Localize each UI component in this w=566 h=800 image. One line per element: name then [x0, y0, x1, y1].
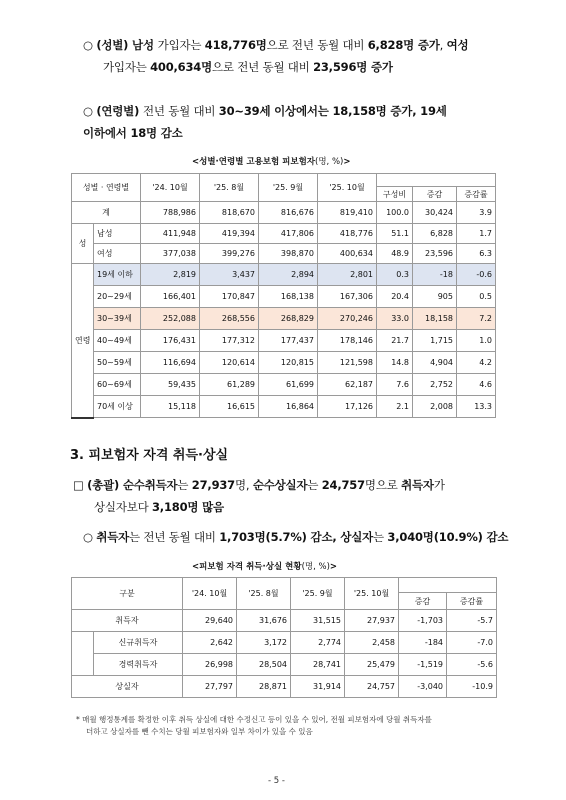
table-cell: 166,401 — [141, 286, 200, 308]
header-sub-cell: 증감 — [399, 593, 447, 610]
row-label: 40~49세 — [94, 330, 141, 352]
table-cell: 6,828 — [413, 224, 457, 244]
table-row — [72, 374, 496, 396]
table2-caption-end: > — [329, 562, 338, 572]
row-label: 50~59세 — [94, 352, 141, 374]
text-segment: 400,634명 — [150, 60, 212, 74]
text-segment: 명, — [234, 478, 253, 492]
table-cell: -5.6 — [447, 654, 497, 676]
table1-caption-unit: (명, %) — [315, 157, 344, 167]
text-segment: 는 — [177, 478, 192, 492]
text-segment: 취득자 — [96, 530, 130, 544]
table-cell: 177,312 — [200, 330, 259, 352]
header-sub-cell: 증감 — [413, 187, 457, 202]
table-cell: 13.3 — [457, 396, 496, 418]
text-segment: 27,937 — [191, 478, 235, 492]
table-row — [72, 396, 496, 418]
acquisition-loss-bullet — [83, 526, 508, 548]
table-cell: 24,757 — [345, 676, 399, 698]
table-cell: 121,598 — [318, 352, 377, 374]
row-label: 19세 이하 — [94, 264, 141, 286]
table-cell: 419,394 — [200, 224, 259, 244]
table-cell: 1,715 — [413, 330, 457, 352]
row-label: 여성 — [94, 244, 141, 264]
table-cell: 0.5 — [457, 286, 496, 308]
acquisition-loss-bullet-text — [96, 530, 508, 544]
header-period-cell: '25. 9월 — [291, 578, 345, 610]
table-cell: 2.1 — [377, 396, 413, 418]
table-cell: 268,829 — [259, 308, 318, 330]
table-cell: 2,774 — [291, 632, 345, 654]
table-cell: 116,694 — [141, 352, 200, 374]
row-label: 남성 — [94, 224, 141, 244]
table-cell: 61,699 — [259, 374, 318, 396]
table-cell: 4,904 — [413, 352, 457, 374]
header-cell — [399, 578, 497, 593]
text-segment: 전년 동월 대비 — [142, 104, 219, 118]
row-label: 70세 이상 — [94, 396, 141, 418]
table-cell: 28,741 — [291, 654, 345, 676]
table-cell: 3,172 — [237, 632, 291, 654]
table-cell: 411,948 — [141, 224, 200, 244]
text-segment: 취득자 — [401, 478, 434, 492]
text-segment: 가입자는 — [157, 38, 205, 52]
table-cell: 2,642 — [183, 632, 237, 654]
table-cell: 33.0 — [377, 308, 413, 330]
table-row — [72, 632, 497, 654]
table-row — [72, 202, 496, 224]
table-cell: 51.1 — [377, 224, 413, 244]
table-row — [72, 352, 496, 374]
table1-caption — [192, 155, 350, 167]
table-cell: 170,847 — [200, 286, 259, 308]
table-header-row — [72, 578, 497, 593]
table-cell: 23,596 — [413, 244, 457, 264]
table-row — [72, 244, 496, 264]
table-row — [72, 224, 496, 244]
table-row — [72, 286, 496, 308]
table-cell: 168,138 — [259, 286, 318, 308]
table-cell: 29,640 — [183, 610, 237, 632]
table2-caption — [192, 560, 337, 572]
table-cell: 2,894 — [259, 264, 318, 286]
insured-by-gender-age-table — [71, 173, 496, 419]
group-label: 성 — [72, 224, 94, 264]
table-cell: 1.7 — [457, 224, 496, 244]
header-period-cell: '25. 8월 — [200, 174, 259, 202]
text-segment: (총괄) 순수취득자 — [87, 478, 178, 492]
table-cell: -10.9 — [447, 676, 497, 698]
header-period-cell: '25. 10월 — [318, 174, 377, 202]
text-segment: 24,757 — [321, 478, 365, 492]
row-label: 상실자 — [72, 676, 183, 698]
table-cell: 418,776 — [318, 224, 377, 244]
table-row — [72, 654, 497, 676]
table-cell: 176,431 — [141, 330, 200, 352]
table-cell: -1,519 — [399, 654, 447, 676]
header-period-cell: '25. 9월 — [259, 174, 318, 202]
table-cell: 31,676 — [237, 610, 291, 632]
table-cell: -0.6 — [457, 264, 496, 286]
header-cell: 구분 — [72, 578, 183, 610]
text-segment: 순수상실자 — [252, 478, 308, 492]
table-cell: 31,914 — [291, 676, 345, 698]
age-bullet-text2 — [83, 126, 183, 140]
age-bullet-line1 — [83, 100, 447, 122]
table1-caption-title: <성별·연령별 고용보험 피보험자 — [192, 157, 316, 167]
table-cell: 4.6 — [457, 374, 496, 396]
table-cell: 100.0 — [377, 202, 413, 224]
table-cell: 905 — [413, 286, 457, 308]
table-cell: 3.9 — [457, 202, 496, 224]
row-label: 신규취득자 — [94, 632, 183, 654]
table-cell: -3,040 — [399, 676, 447, 698]
table-cell: 377,038 — [141, 244, 200, 264]
summary-bullet-line2 — [94, 496, 224, 518]
group-label: 연령 — [72, 264, 94, 418]
age-bullet-text1 — [96, 104, 446, 118]
text-segment: 30~39세 이상에서는 18,158명 증가, 19세 — [218, 104, 447, 118]
text-segment: (연령별) — [96, 104, 143, 118]
text-segment: 으로 전년 동월 대비 — [211, 60, 314, 74]
text-segment: 으로 전년 동월 대비 — [266, 38, 368, 52]
table-cell: 120,614 — [200, 352, 259, 374]
text-segment: 상실자보다 — [94, 500, 152, 514]
table-cell: 120,815 — [259, 352, 318, 374]
text-segment: 이하에서 18명 감소 — [83, 126, 183, 140]
text-segment: 는 — [373, 530, 388, 544]
table-cell: 25,479 — [345, 654, 399, 676]
indent-spacer — [72, 632, 94, 676]
header-cell: 성별 · 연령별 — [72, 174, 141, 202]
text-segment: (성별) 남성 — [96, 38, 158, 52]
table-cell: 252,088 — [141, 308, 200, 330]
text-segment: 1,703명(5.7%) 감소, 상실자 — [219, 530, 374, 544]
bullet-marker: ○ — [83, 38, 93, 52]
summary-bullet-text2 — [94, 500, 224, 514]
table2-caption-title: <피보험 자격 취득·상실 현황 — [192, 562, 302, 572]
bullet-marker: ○ — [83, 530, 93, 544]
summary-bullet-line1 — [73, 474, 445, 496]
header-period-cell: '25. 8월 — [237, 578, 291, 610]
acquisition-loss-table — [71, 577, 497, 698]
table-cell: 15,118 — [141, 396, 200, 418]
table-cell: 816,676 — [259, 202, 318, 224]
text-segment: 23,596명 증가 — [313, 60, 393, 74]
table2-caption-unit: (명, %) — [301, 562, 330, 572]
summary-bullet-text1 — [87, 478, 445, 492]
table-cell: 178,146 — [318, 330, 377, 352]
text-segment: 명으로 — [364, 478, 402, 492]
table-cell: -7.0 — [447, 632, 497, 654]
text-segment: 418,776명 — [204, 38, 267, 52]
page-number: - 5 - — [268, 776, 285, 786]
header-period-cell: '25. 10월 — [345, 578, 399, 610]
table1-caption-end: > — [343, 157, 351, 167]
table-cell: 61,289 — [200, 374, 259, 396]
table-cell: 26,998 — [183, 654, 237, 676]
table-cell: 28,871 — [237, 676, 291, 698]
table-cell: 818,670 — [200, 202, 259, 224]
table-cell: 268,556 — [200, 308, 259, 330]
table-cell: -5.7 — [447, 610, 497, 632]
table-row — [72, 330, 496, 352]
bullet-marker: ○ — [83, 104, 93, 118]
row-label: 계 — [72, 202, 141, 224]
table-cell: 2,458 — [345, 632, 399, 654]
footnote-line2: 더하고 상실자를 뺀 수치는 당월 피보험자와 일부 차이가 있을 수 있음 — [86, 727, 313, 736]
text-segment: 가 — [433, 478, 445, 492]
table-cell: 4.2 — [457, 352, 496, 374]
table-cell: -184 — [399, 632, 447, 654]
table-cell: 48.9 — [377, 244, 413, 264]
table-cell: 2,819 — [141, 264, 200, 286]
table-cell: -1,703 — [399, 610, 447, 632]
table-cell: 16,615 — [200, 396, 259, 418]
table-cell: 59,435 — [141, 374, 200, 396]
table-cell: 788,986 — [141, 202, 200, 224]
row-label: 60~69세 — [94, 374, 141, 396]
table-cell: 27,797 — [183, 676, 237, 698]
table-cell: 7.6 — [377, 374, 413, 396]
table-cell: 20.4 — [377, 286, 413, 308]
text-segment: 6,828명 증가 — [367, 38, 440, 52]
table-cell: 398,870 — [259, 244, 318, 264]
table-cell: -18 — [413, 264, 457, 286]
table-cell: 14.8 — [377, 352, 413, 374]
table-cell: 1.0 — [457, 330, 496, 352]
row-label: 30~39세 — [94, 308, 141, 330]
gender-bullet-line1 — [83, 34, 468, 56]
table-cell: 31,515 — [291, 610, 345, 632]
table-cell: 270,246 — [318, 308, 377, 330]
table-cell: 177,437 — [259, 330, 318, 352]
row-label: 취득자 — [72, 610, 183, 632]
table-cell: 417,806 — [259, 224, 318, 244]
table-row — [72, 264, 496, 286]
age-bullet-line2 — [83, 122, 183, 144]
table-cell: 2,801 — [318, 264, 377, 286]
header-period-cell: '24. 10월 — [183, 578, 237, 610]
table-cell: 7.2 — [457, 308, 496, 330]
table-cell: 62,187 — [318, 374, 377, 396]
text-segment: 3,040명(10.9%) 감소 — [387, 530, 509, 544]
table-row — [72, 610, 497, 632]
table-cell: 6.3 — [457, 244, 496, 264]
header-period-cell: '24. 10월 — [141, 174, 200, 202]
table-row — [72, 676, 497, 698]
table-cell: 0.3 — [377, 264, 413, 286]
gender-bullet-text2 — [103, 60, 393, 74]
text-segment: 가입자는 — [103, 60, 151, 74]
header-sub-cell: 증감률 — [457, 187, 496, 202]
table-cell: 17,126 — [318, 396, 377, 418]
footnote-line1: * 매월 행정통계를 확정한 이후 취득 상실에 대한 수정신고 등이 있을 수 있어, 전월 피보험자에 당월 취득자를 — [76, 715, 432, 724]
table-header-row — [72, 174, 496, 187]
header-cell — [377, 174, 496, 187]
table-cell: 3,437 — [200, 264, 259, 286]
text-segment: 는 — [307, 478, 322, 492]
table-cell: 167,306 — [318, 286, 377, 308]
table-cell: 27,937 — [345, 610, 399, 632]
row-label: 경력취득자 — [94, 654, 183, 676]
header-sub-cell: 증감률 — [447, 593, 497, 610]
table-cell: 16,864 — [259, 396, 318, 418]
table-cell: 2,752 — [413, 374, 457, 396]
table-cell: 30,424 — [413, 202, 457, 224]
table-cell: 28,504 — [237, 654, 291, 676]
text-segment: 여성 — [446, 38, 469, 52]
section-title: 3. 피보험자 자격 취득·상실 — [70, 448, 229, 463]
text-segment: , — [439, 38, 447, 52]
text-segment: 3,180명 많음 — [152, 500, 224, 514]
row-label: 20~29세 — [94, 286, 141, 308]
table-row — [72, 308, 496, 330]
table-cell: 21.7 — [377, 330, 413, 352]
text-segment: 는 전년 동월 대비 — [129, 530, 220, 544]
gender-bullet-line2 — [103, 56, 393, 78]
table-cell: 819,410 — [318, 202, 377, 224]
square-bullet-marker: □ — [73, 478, 84, 492]
gender-bullet-text1 — [96, 38, 468, 52]
table-cell: 2,008 — [413, 396, 457, 418]
table-cell: 400,634 — [318, 244, 377, 264]
table-cell: 18,158 — [413, 308, 457, 330]
table-cell: 399,276 — [200, 244, 259, 264]
header-sub-cell: 구성비 — [377, 187, 413, 202]
